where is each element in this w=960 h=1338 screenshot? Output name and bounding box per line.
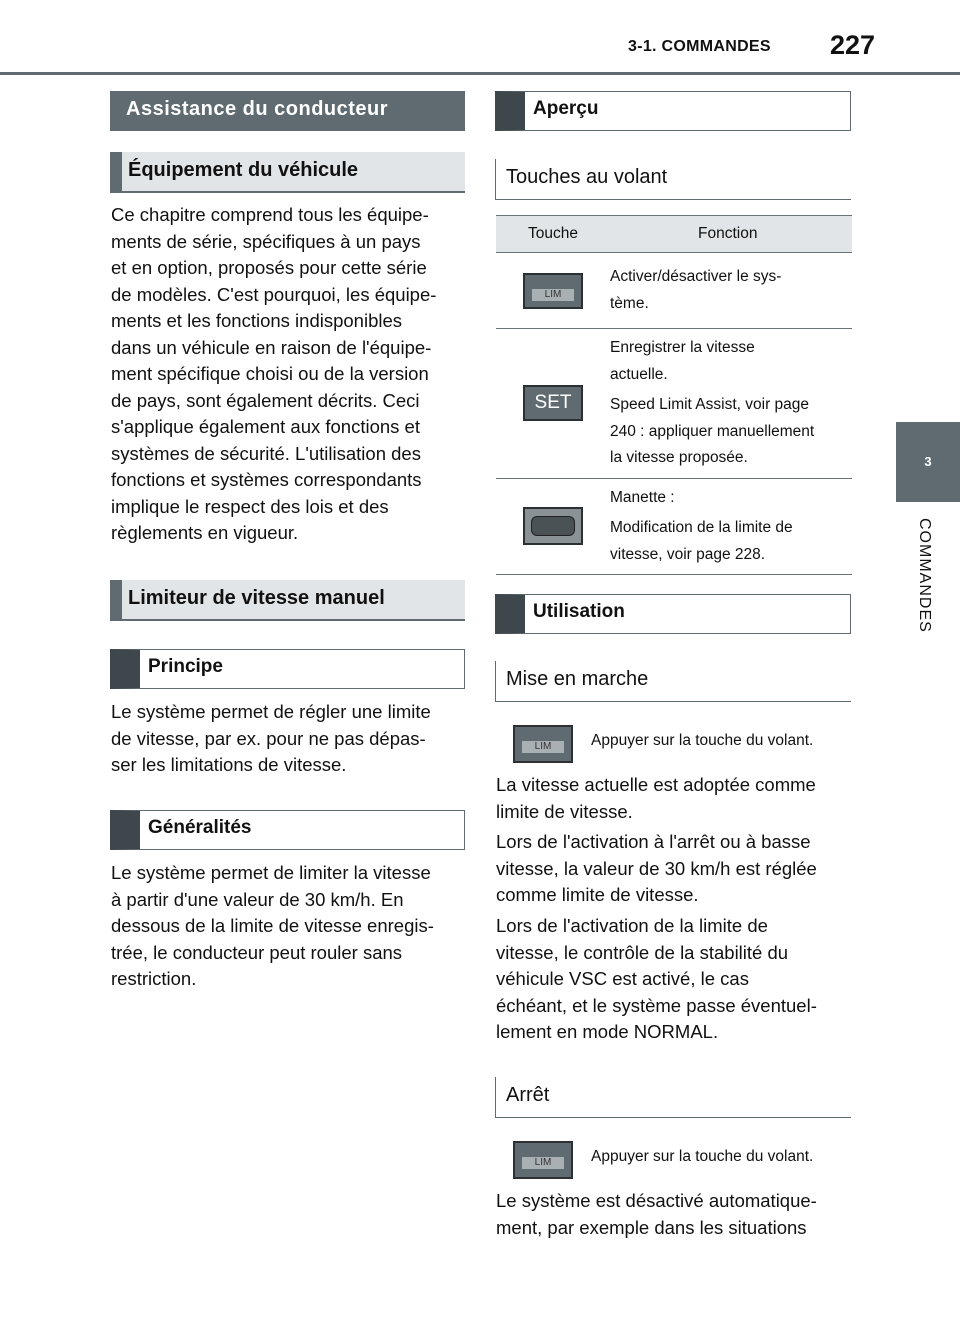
lim-button-label: LIM	[522, 741, 564, 753]
function-text: Manette :	[610, 488, 675, 506]
set-button-icon: SET	[523, 385, 583, 421]
equipment-text: Ce chapitre comprend tous les équipe- ments de série, spécifiques à un pays et en option, proposés pour cette série de modèles. C'est pourquoi, les équipe- ments et les fonctions indisponibles dans un véhicule en raison de l'équipe- ment spécifique choisi ou de la version de pays, sont également décrits. Ceci s'applique également aux fonctions et systèmes de sécurité. L'utilisation des fonctions et systèmes correspondants implique le respect des lois et des règlements en vigueur.	[111, 204, 437, 543]
usage-heading: Utilisation	[495, 594, 851, 634]
stop-heading: Arrêt	[495, 1077, 851, 1118]
header-divider	[0, 72, 960, 75]
lim-button-label: LIM	[522, 1157, 564, 1169]
start-paragraph-2: Lors de l'activation à l'arrêt ou à basse vitesse, la valeur de 30 km/h est réglée comme limite de vitesse.	[496, 831, 817, 905]
general-heading: Généralités	[110, 810, 465, 850]
col-header-key: Touche	[496, 216, 610, 253]
stop-paragraph: Le système est désactivé automatique- ment, par exemple dans les situations	[496, 1190, 817, 1238]
start-paragraph-3: Lors de l'activation de la limite de vitesse, le contrôle de la stabilité du véhicule VSC est activé, le cas échéant, et le système passe éventuel- lement en mode NORMAL.	[496, 915, 817, 1042]
table-row	[496, 329, 852, 479]
page-number: 227	[830, 30, 876, 60]
function-text: Enregistrer la vitesse actuelle.	[610, 339, 755, 383]
function-cell	[610, 478, 852, 575]
key-cell	[496, 253, 610, 329]
chapter-tab: 3	[896, 422, 960, 502]
key-cell	[496, 478, 610, 575]
steering-keys-heading: Touches au volant	[495, 159, 851, 200]
steering-keys-table	[496, 215, 852, 575]
function-text: Activer/désactiver le sys- tème.	[610, 268, 782, 312]
section-title: Assistance du conducteur	[110, 91, 465, 131]
start-heading: Mise en marche	[495, 661, 851, 702]
function-text: Speed Limit Assist, voir page 240 : appliquer manuellement la vitesse proposée.	[610, 396, 815, 466]
function-text: Modification de la limite de vitesse, voir page 228.	[610, 519, 793, 563]
stop-step-text: Appuyer sur la touche du volant.	[591, 1148, 814, 1165]
rocker-switch-icon	[523, 507, 583, 545]
principle-heading: Principe	[110, 649, 465, 689]
rocker-switch-knob	[531, 516, 575, 536]
table-row	[496, 478, 852, 575]
lim-button-icon	[513, 1141, 573, 1179]
lim-button-label: LIM	[532, 289, 574, 301]
chapter-tab-label: COMMANDES	[916, 518, 933, 633]
col-header-function: Fonction	[610, 216, 852, 253]
chapter-title: 3-1. COMMANDES	[628, 38, 771, 55]
function-cell	[610, 329, 852, 479]
limiter-heading: Limiteur de vitesse manuel	[110, 580, 465, 621]
lim-button-icon	[523, 273, 583, 309]
start-step	[513, 725, 853, 763]
table-row	[496, 253, 852, 329]
table-header-row	[496, 216, 852, 253]
general-text: Le système permet de limiter la vitesse à partir d'une valeur de 30 km/h. En dessous de la limite de vitesse enregis- trée, le conducteur peut rouler sans restriction.	[111, 862, 434, 989]
overview-heading: Aperçu	[495, 91, 851, 131]
principle-text: Le système permet de régler une limite de vitesse, par ex. pour ne pas dépas- ser les limitations de vitesse.	[111, 701, 431, 775]
start-paragraph-1: La vitesse actuelle est adoptée comme limite de vitesse.	[496, 774, 816, 822]
stop-step	[513, 1141, 853, 1179]
equipment-heading: Équipement du véhicule	[110, 152, 465, 193]
key-cell	[496, 329, 610, 479]
function-cell	[610, 253, 852, 329]
start-step-text: Appuyer sur la touche du volant.	[591, 732, 814, 749]
lim-button-icon	[513, 725, 573, 763]
